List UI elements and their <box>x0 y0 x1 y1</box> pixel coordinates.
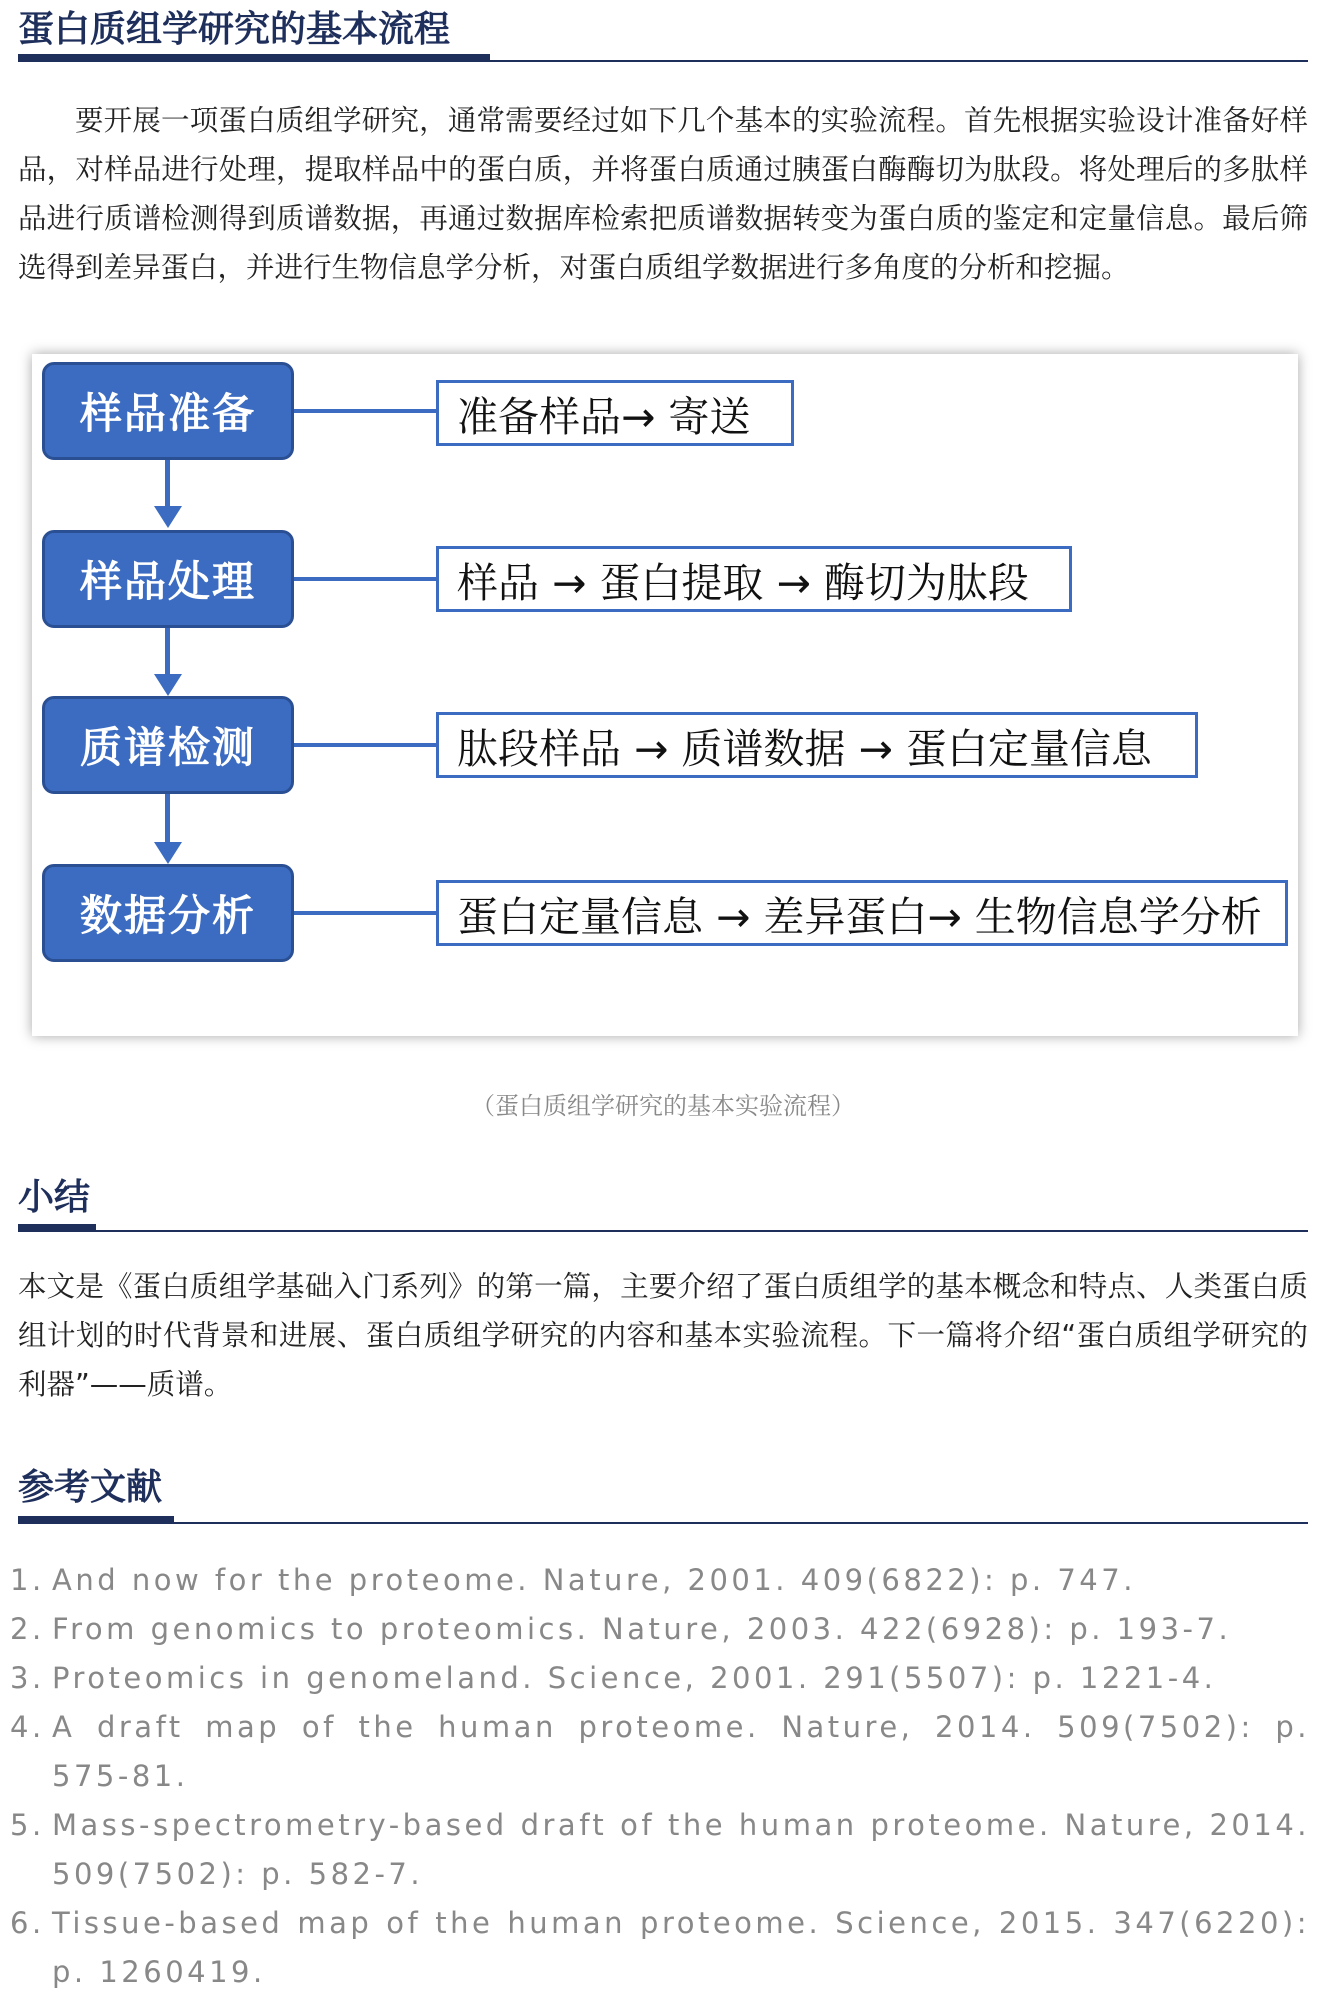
step-label: 样品处理 <box>79 557 256 606</box>
reference-item <box>10 1654 1310 1703</box>
flow-arrow-line <box>165 460 170 510</box>
workflow-diagram <box>32 354 1298 1036</box>
step-box-sample-processing <box>42 530 294 628</box>
reference-item <box>10 1703 1310 1801</box>
reference-item <box>10 1605 1310 1654</box>
down-arrow-icon <box>154 842 182 864</box>
down-arrow-icon <box>154 674 182 696</box>
step-box-sample-prep <box>42 362 294 460</box>
connector-line <box>294 911 436 915</box>
reference-number: 1. <box>10 1563 45 1597</box>
reference-number: 2. <box>10 1612 45 1646</box>
reference-text: Proteomics in genomeland. Science, 2001. 291(5507): p. 1221-4. <box>52 1661 1217 1695</box>
reference-text: A draft map of the human proteome. Nature, 2014. 509(7502): p. 575-81. <box>52 1710 1310 1793</box>
workflow-paragraph: 要开展一项蛋白质组学研究，通常需要经过如下几个基本的实验流程。首先根据实验设计准备好样品，对样品进行处理，提取样品中的蛋白质，并将蛋白质通过胰蛋白酶酶切为肽段。将处理后的多肽样品进行质谱检测得到质谱数据，再通过数据库检索把质谱数据转变为蛋白质的鉴定和定量信息。最后筛选得到差异蛋白，并进行生物信息学分析，对蛋白质组学数据进行多角度的分析和挖掘。 <box>18 104 1308 284</box>
step-detail-text: 肽段样品 → 质谱数据 → 蛋白定量信息 <box>457 724 1152 773</box>
section-heading-summary <box>18 1174 1308 1236</box>
reference-number: 3. <box>10 1661 45 1695</box>
diagram-caption: （蛋白质组学研究的基本实验流程） <box>471 1092 855 1120</box>
step-detail-box <box>436 880 1288 946</box>
section-title: 小结 <box>18 1177 91 1218</box>
summary-paragraph: 本文是《蛋白质组学基础入门系列》的第一篇，主要介绍了蛋白质组学的基本概念和特点、人类蛋白质组计划的时代背景和进展、蛋白质组学研究的内容和基本实验流程。下一篇将介绍“蛋白质组学研究的利器”——质谱。 <box>18 1270 1308 1401</box>
section-title: 蛋白质组学研究的基本流程 <box>18 9 451 50</box>
step-label: 质谱检测 <box>79 723 256 772</box>
connector-line <box>294 577 436 581</box>
down-arrow-icon <box>154 506 182 528</box>
connector-line <box>294 409 436 413</box>
step-detail-box <box>436 712 1198 778</box>
reference-number: 5. <box>10 1808 45 1842</box>
reference-number: 6. <box>10 1906 45 1940</box>
section-heading-references <box>18 1462 1308 1528</box>
reference-item <box>10 1801 1310 1899</box>
step-detail-text: 蛋白定量信息 → 差异蛋白→ 生物信息学分析 <box>457 892 1262 941</box>
reference-list <box>10 1556 1310 1997</box>
step-box-mass-spec <box>42 696 294 794</box>
section-title: 参考文献 <box>18 1467 163 1508</box>
flow-arrow-line <box>165 794 170 846</box>
step-detail-text: 样品 → 蛋白提取 → 酶切为肽段 <box>457 558 1029 607</box>
section-heading-workflow <box>18 6 1308 64</box>
reference-item <box>10 1899 1310 1997</box>
reference-text: Tissue-based map of the human proteome. Science, 2015. 347(6220): p. 1260419. <box>52 1906 1310 1989</box>
heading-underline <box>18 1230 1308 1232</box>
step-label: 样品准备 <box>79 389 256 438</box>
flow-arrow-line <box>165 628 170 678</box>
reference-number: 4. <box>10 1710 45 1744</box>
step-detail-text: 准备样品→ 寄送 <box>457 392 751 441</box>
step-detail-box <box>436 546 1072 612</box>
reference-text: And now for the proteome. Nature, 2001. 409(6822): p. 747. <box>52 1563 1136 1597</box>
reference-text: Mass-spectrometry-based draft of the human proteome. Nature, 2014. 509(7502): p. 582-7. <box>52 1808 1310 1891</box>
reference-item <box>10 1556 1310 1605</box>
connector-line <box>294 743 436 747</box>
step-label: 数据分析 <box>79 891 256 940</box>
step-detail-box <box>436 380 794 446</box>
reference-text: From genomics to proteomics. Nature, 2003. 422(6928): p. 193-7. <box>52 1612 1232 1646</box>
heading-underline <box>18 1522 1308 1524</box>
heading-underline <box>18 60 1308 62</box>
step-box-data-analysis <box>42 864 294 962</box>
